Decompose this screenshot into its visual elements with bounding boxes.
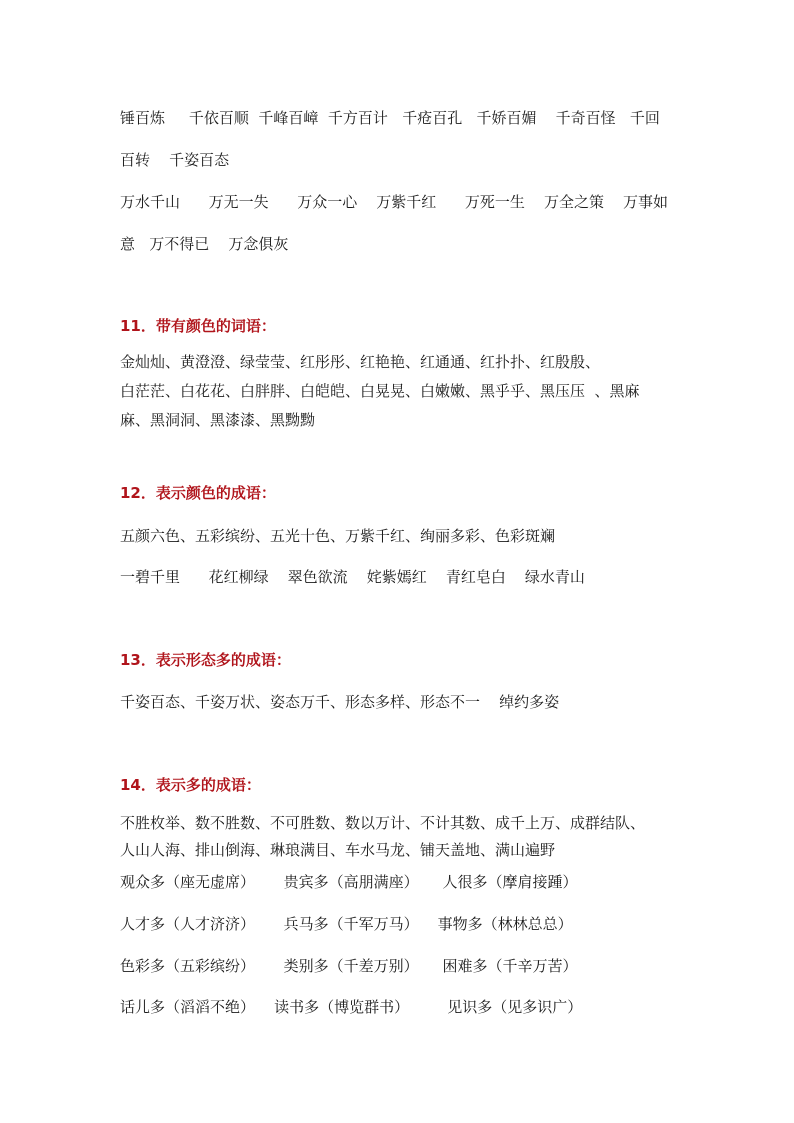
section-11-line-2: 白茫茫、白花花、白胖胖、白皑皑、白晃晃、白嫩嫩、黑乎乎、黑压压 、黑麻 [120,382,640,400]
section-heading-11: 11．带有颜色的词语： [120,317,276,335]
section-12-line-2: 一碧千里 花红柳绿 翠色欲流 姹紫嫣红 青红皂白 绿水青山 [120,568,585,586]
intro-line-4: 意 万不得已 万念俱灰 [120,235,289,253]
section-14-line-2: 人山人海、排山倒海、琳琅满目、车水马龙、铺天盖地、满山遍野 [120,841,556,859]
section-heading-14: 14．表示多的成语： [120,776,261,794]
section-12-line-1: 五颜六色、五彩缤纷、五光十色、万紫千红、绚丽多彩、色彩斑斓 [120,527,556,545]
section-heading-13: 13．表示形态多的成语： [120,651,291,669]
section-14-line-5: 色彩多（五彩缤纷） 类别多（千差万别） 困难多（千辛万苦） [120,957,578,975]
section-14-line-3: 观众多（座无虚席） 贵宾多（高朋满座） 人很多（摩肩接踵） [120,873,578,891]
section-heading-12: 12．表示颜色的成语： [120,484,276,502]
section-11-line-3: 麻、黑洞洞、黑漆漆、黑黝黝 [120,411,316,429]
intro-line-2: 百转 千姿百态 [120,151,230,169]
intro-line-1: 锤百炼 千依百顺 千峰百嶂 千方百计 千疮百孔 千娇百媚 千奇百怪 千回 [120,109,660,127]
section-13-line-1: 千姿百态、千姿万状、姿态万千、形态多样、形态不一 绰约多姿 [120,693,560,711]
intro-line-3: 万水千山 万无一失 万众一心 万紫千红 万死一生 万全之策 万事如 [120,193,669,211]
section-11-line-1: 金灿灿、黄澄澄、绿莹莹、红彤彤、红艳艳、红通通、红扑扑、红殷殷、 [120,353,601,371]
section-14-line-1: 不胜枚举、数不胜数、不可胜数、数以万计、不计其数、成千上万、成群结队、 [120,814,646,832]
section-14-line-6: 话儿多（滔滔不绝） 读书多（博览群书） 见识多（见多识广） [120,998,583,1016]
section-14-line-4: 人才多（人才济济） 兵马多（千军万马） 事物多（林林总总） [120,915,573,933]
